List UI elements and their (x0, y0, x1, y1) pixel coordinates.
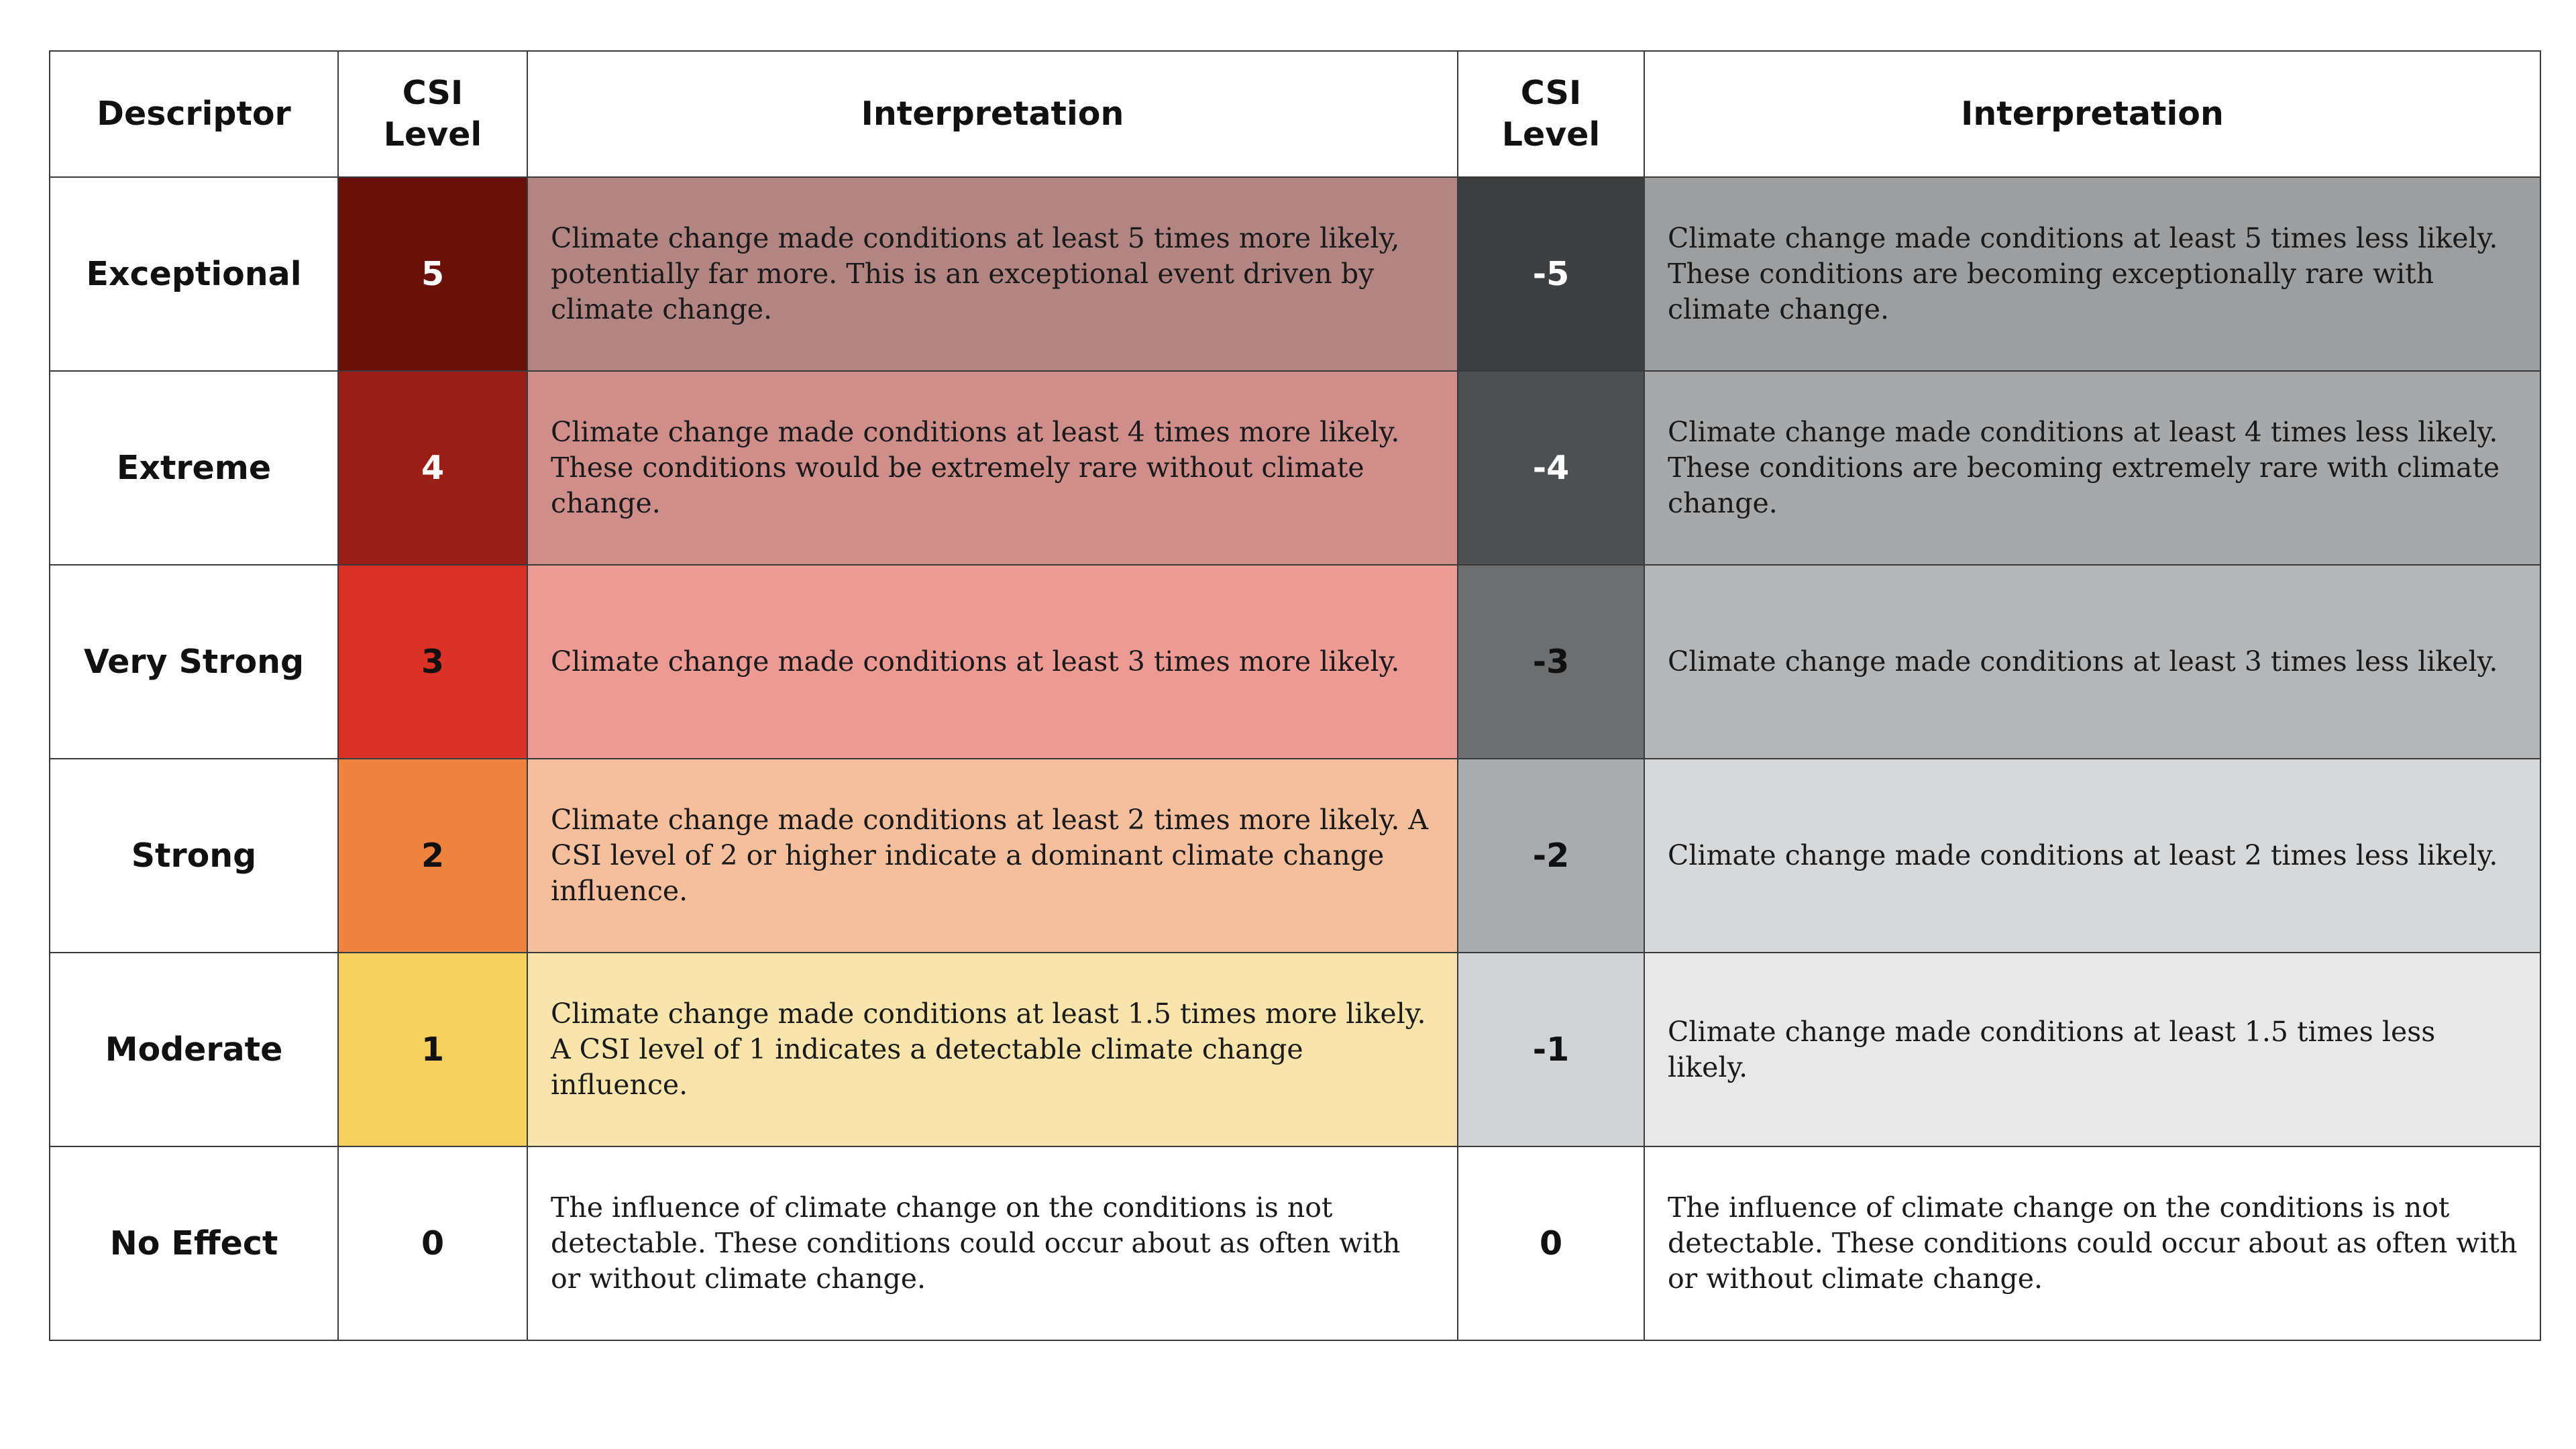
descriptor-cell: Strong (50, 759, 338, 953)
table-header (50, 51, 2540, 177)
positive-interpretation-cell: The influence of climate change on the conditions is not detectable. These conditions could occur about as often with or without climate change. (527, 1146, 1458, 1340)
positive-level-cell: 2 (338, 759, 527, 953)
positive-interpretation-cell: Climate change made conditions at least 1.5 times more likely. A CSI level of 1 indicates a detectable climate change influence. (527, 953, 1458, 1146)
header-interpretation-negative: Interpretation (1644, 51, 2540, 177)
header-level-line2: Level (1501, 115, 1601, 154)
descriptor-cell: Moderate (50, 953, 338, 1146)
negative-interpretation-cell: Climate change made conditions at least 2 times less likely. (1644, 759, 2540, 953)
negative-level-cell: -1 (1458, 953, 1644, 1146)
positive-interpretation-cell: Climate change made conditions at least 2 times more likely. A CSI level of 2 or higher indicate a dominant climate change influence. (527, 759, 1458, 953)
negative-level-cell: -3 (1458, 565, 1644, 759)
table-row (50, 565, 2540, 759)
csi-level-table (49, 50, 2541, 1341)
negative-interpretation-cell: The influence of climate change on the conditions is not detectable. These conditions could occur about as often with or without climate change. (1644, 1146, 2540, 1340)
negative-level-cell: -5 (1458, 177, 1644, 371)
positive-interpretation-cell: Climate change made conditions at least 3 times more likely. (527, 565, 1458, 759)
table-row (50, 1146, 2540, 1340)
positive-level-cell: 1 (338, 953, 527, 1146)
table-row (50, 759, 2540, 953)
header-descriptor: Descriptor (50, 51, 338, 177)
negative-level-cell: 0 (1458, 1146, 1644, 1340)
header-interpretation-positive: Interpretation (527, 51, 1458, 177)
table-row (50, 953, 2540, 1146)
positive-level-cell: 4 (338, 371, 527, 565)
header-level-line2: Level (383, 115, 482, 154)
table-body (50, 177, 2540, 1340)
negative-interpretation-cell: Climate change made conditions at least 1.5 times less likely. (1644, 953, 2540, 1146)
negative-level-cell: -2 (1458, 759, 1644, 953)
positive-level-cell: 5 (338, 177, 527, 371)
header-row (50, 51, 2540, 177)
header-csi-level-negative (1458, 51, 1644, 177)
positive-interpretation-cell: Climate change made conditions at least 5 times more likely, potentially far more. This is an exceptional event driven by climate change. (527, 177, 1458, 371)
negative-interpretation-cell: Climate change made conditions at least 5 times less likely. These conditions are becoming exceptionally rare with climate change. (1644, 177, 2540, 371)
header-csi-level-positive (338, 51, 527, 177)
descriptor-cell: No Effect (50, 1146, 338, 1340)
positive-level-cell: 3 (338, 565, 527, 759)
header-csi-line1: CSI (402, 74, 464, 112)
negative-interpretation-cell: Climate change made conditions at least 3 times less likely. (1644, 565, 2540, 759)
table-row (50, 177, 2540, 371)
positive-level-cell: 0 (338, 1146, 527, 1340)
descriptor-cell: Extreme (50, 371, 338, 565)
negative-interpretation-cell: Climate change made conditions at least 4 times less likely. These conditions are becoming extremely rare with climate change. (1644, 371, 2540, 565)
negative-level-cell: -4 (1458, 371, 1644, 565)
table-row (50, 371, 2540, 565)
header-csi-line1: CSI (1520, 74, 1582, 112)
descriptor-cell: Very Strong (50, 565, 338, 759)
descriptor-cell: Exceptional (50, 177, 338, 371)
positive-interpretation-cell: Climate change made conditions at least 4 times more likely. These conditions would be extremely rare without climate change. (527, 371, 1458, 565)
